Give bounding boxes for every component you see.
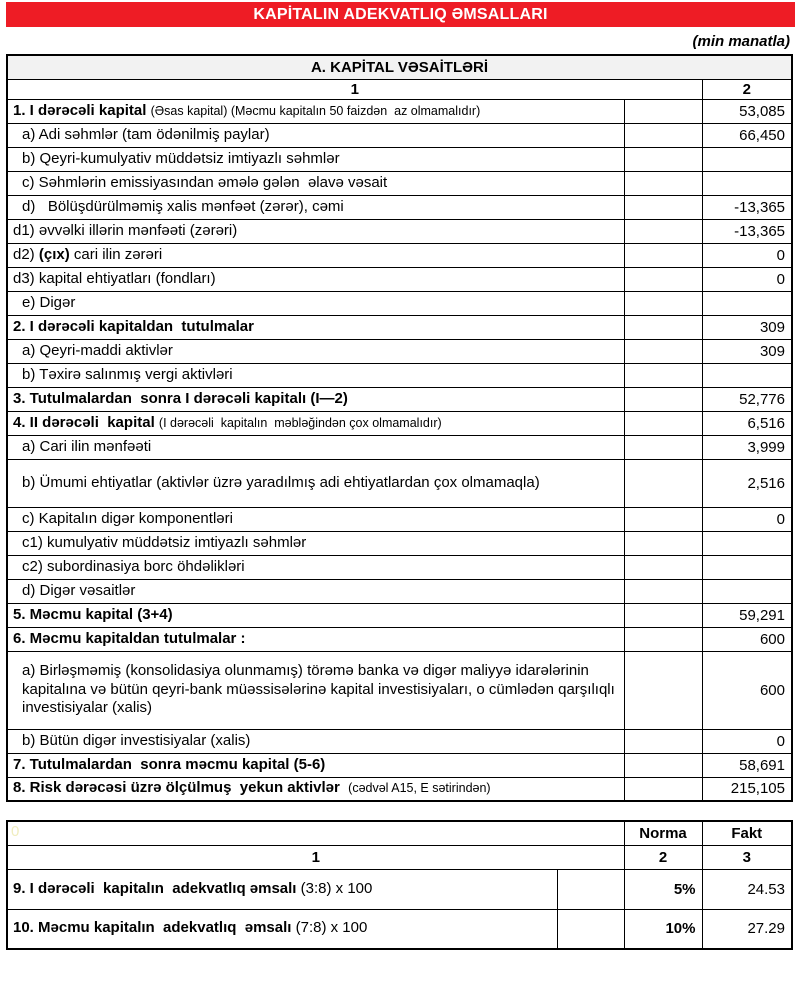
- row-empty-cell: [624, 579, 702, 603]
- corner-cell: [7, 821, 624, 845]
- row-value-cell: 309: [702, 339, 792, 363]
- row-label-cell: [7, 753, 624, 777]
- row-label-text: a) Adi səhmlər (tam ödənilmiş paylar): [22, 125, 270, 143]
- fakt-value-cell: 24.53: [702, 869, 792, 909]
- row-label-text: c2) subordinasiya borc öhdəlikləri: [22, 557, 245, 575]
- row-empty-cell: [624, 339, 702, 363]
- ratio-label-cell: [7, 909, 557, 949]
- row-label-cell: [7, 555, 624, 579]
- row-empty-cell: [624, 507, 702, 531]
- row-value-cell: 600: [702, 627, 792, 651]
- row-label-cell: [7, 603, 624, 627]
- row-value-cell: [702, 555, 792, 579]
- row-value-cell: [702, 363, 792, 387]
- row-label-cell: [7, 387, 624, 411]
- row-label-strong: 7. Tutulmalardan sonra məcmu kapital (5-6): [13, 755, 326, 773]
- row-empty-cell: [624, 363, 702, 387]
- row-label-cell: [7, 147, 624, 171]
- section-header-row: [7, 55, 792, 79]
- row-label-strong: 9. I dərəcəli kapitalın adekvatlıq əmsalı: [13, 879, 301, 897]
- row-label-strong: 4. II dərəcəli kapital: [13, 413, 159, 431]
- row-empty-cell: [624, 603, 702, 627]
- row-label-text: cari ilin zərəri: [69, 245, 163, 263]
- row-label-cell: [7, 777, 624, 801]
- row-label-strong: 6. Məcmu kapitaldan tutulmalar :: [13, 629, 246, 647]
- table-row: [7, 147, 792, 171]
- row-label-text: (I dərəcəli kapitalın məbləğindən çox olmamalıdır): [158, 415, 442, 430]
- row-empty-cell: [624, 435, 702, 459]
- row-label-cell: [7, 243, 624, 267]
- row-label-cell: [7, 315, 624, 339]
- row-value-cell: 0: [702, 267, 792, 291]
- table-row: [7, 123, 792, 147]
- row-empty-cell: [624, 123, 702, 147]
- row-label-text: b) Qeyri-kumulyativ müddətsiz imtiyazlı səhmlər: [22, 149, 340, 167]
- row-label-text: b) Bütün digər investisiyalar (xalis): [22, 731, 251, 749]
- row-empty-cell: [624, 267, 702, 291]
- table-row: [7, 909, 792, 949]
- row-label-cell: [7, 435, 624, 459]
- row-label-text: d2): [13, 245, 39, 263]
- table-row: [7, 555, 792, 579]
- table-row: [7, 435, 792, 459]
- col-header-norma: Norma: [624, 821, 702, 845]
- row-empty-cell: [624, 729, 702, 753]
- row-label-text: c) Səhmlərin emissiyasından əmələ gələn əlavə vəsait: [22, 173, 388, 191]
- capital-table-body: [7, 99, 792, 801]
- report-title-banner: [6, 2, 795, 27]
- table-row: [7, 651, 792, 729]
- row-empty-cell: [624, 291, 702, 315]
- row-label-text: a) Birləşməmiş (konsolidasiya olunmamış) törəmə banka və digər maliyyə idarələrinin kapitalına və bütün qeyri-bank müəssisələrinə kapital investisiyaları, o cümlədən qarşılıqlı investisiyalar (xalis): [22, 661, 619, 717]
- row-label-cell: [7, 195, 624, 219]
- row-label-cell: [7, 291, 624, 315]
- table-row: [7, 729, 792, 753]
- row-value-cell: 309: [702, 315, 792, 339]
- row-label-cell: [7, 267, 624, 291]
- row-label-text: (3:8) x 100: [300, 879, 373, 897]
- row-value-cell: [702, 147, 792, 171]
- capital-table: [6, 54, 793, 802]
- row-label-text: c1) kumulyativ müddətsiz imtiyazlı səhmlər: [22, 533, 307, 551]
- row-empty-cell: [624, 387, 702, 411]
- row-value-cell: 0: [702, 507, 792, 531]
- table-row: [7, 243, 792, 267]
- row-label-cell: [7, 123, 624, 147]
- row-empty-cell: [624, 555, 702, 579]
- row-label-strong: 5. Məcmu kapital (3+4): [13, 605, 173, 623]
- row-label-text: d) Bölüşdürülməmiş xalis mənfəət (zərər), cəmi: [22, 197, 344, 215]
- ratio-col-number-1: 1: [7, 845, 624, 869]
- row-label-strong: 1. I dərəcəli kapital: [13, 101, 151, 119]
- row-label-cell: [7, 459, 624, 507]
- table-row: [7, 627, 792, 651]
- row-label-cell: [7, 579, 624, 603]
- row-value-cell: [702, 579, 792, 603]
- row-label-strong: 2. I dərəcəli kapitaldan tutulmalar: [13, 317, 254, 335]
- ratio-header-row: [7, 821, 792, 845]
- table-row: [7, 195, 792, 219]
- table-row: [7, 777, 792, 801]
- table-row: [7, 339, 792, 363]
- row-label-cell: [7, 729, 624, 753]
- row-label-cell: [7, 531, 624, 555]
- row-label-strong: 10. Məcmu kapitalın adekvatlıq əmsalı: [13, 919, 296, 937]
- row-label-text: d) Digər vəsaitlər: [22, 581, 136, 599]
- row-empty-cell: [624, 99, 702, 123]
- ratio-col-number-2: 2: [624, 845, 702, 869]
- row-value-cell: -13,365: [702, 219, 792, 243]
- ratio-col-number-3: 3: [702, 845, 792, 869]
- row-empty-cell: [624, 147, 702, 171]
- row-empty-cell: [624, 195, 702, 219]
- row-label-text: d3) kapital ehtiyatları (fondları): [13, 269, 216, 287]
- ratio-column-number-row: [7, 845, 792, 869]
- row-value-cell: 600: [702, 651, 792, 729]
- report-title: KAPİTALIN ADEKVATLIQ ƏMSALLARI: [253, 5, 548, 23]
- ratio-label-cell: [7, 869, 557, 909]
- ratio-empty-cell: [557, 869, 624, 909]
- fakt-value-cell: 27.29: [702, 909, 792, 949]
- table-row: [7, 869, 792, 909]
- table-row: [7, 315, 792, 339]
- row-label-cell: [7, 171, 624, 195]
- row-empty-cell: [624, 171, 702, 195]
- row-empty-cell: [624, 531, 702, 555]
- row-value-cell: 3,999: [702, 435, 792, 459]
- row-label-cell: [7, 363, 624, 387]
- row-empty-cell: [624, 315, 702, 339]
- row-label-strong: 8. Risk dərəcəsi üzrə ölçülmuş yekun aktivlər: [13, 779, 349, 797]
- row-value-cell: 0: [702, 729, 792, 753]
- table-row: [7, 387, 792, 411]
- table-row: [7, 603, 792, 627]
- row-label-cell: [7, 219, 624, 243]
- row-value-cell: 2,516: [702, 459, 792, 507]
- norma-value-cell: 10%: [624, 909, 702, 949]
- row-label-cell: [7, 507, 624, 531]
- row-value-cell: 66,450: [702, 123, 792, 147]
- ratio-table: [6, 820, 793, 950]
- row-value-cell: 58,691: [702, 753, 792, 777]
- faint-zero-mark: 0: [11, 823, 20, 840]
- col-number-label: 1: [7, 79, 702, 99]
- row-empty-cell: [624, 753, 702, 777]
- row-value-cell: [702, 531, 792, 555]
- row-value-cell: 52,776: [702, 387, 792, 411]
- row-value-cell: 59,291: [702, 603, 792, 627]
- row-label-strong: 3. Tutulmalardan sonra I dərəcəli kapitalı (I—2): [13, 389, 348, 407]
- row-label-text: c) Kapitalın digər komponentləri: [22, 509, 233, 527]
- row-value-cell: 215,105: [702, 777, 792, 801]
- row-label-cell: [7, 627, 624, 651]
- table-row: [7, 99, 792, 123]
- row-empty-cell: [624, 777, 702, 801]
- row-value-cell: -13,365: [702, 195, 792, 219]
- table-row: [7, 459, 792, 507]
- table-row: [7, 171, 792, 195]
- row-value-cell: [702, 171, 792, 195]
- row-label-cell: [7, 339, 624, 363]
- table-row: [7, 531, 792, 555]
- row-value-cell: 0: [702, 243, 792, 267]
- table-row: [7, 507, 792, 531]
- row-label-text: (Əsas kapital) (Məcmu kapitalın 50 faizdən az olmamalıdır): [150, 103, 481, 118]
- row-label-text: e) Digər: [22, 293, 76, 311]
- row-label-text: a) Qeyri-maddi aktivlər: [22, 341, 173, 359]
- ratio-empty-cell: [557, 909, 624, 949]
- row-value-cell: 6,516: [702, 411, 792, 435]
- row-label-cell: [7, 99, 624, 123]
- ratio-table-body: [7, 869, 792, 949]
- table-row: [7, 411, 792, 435]
- row-label-text: (7:8) x 100: [295, 919, 368, 937]
- row-label-text: d1) əvvəlki illərin mənfəəti (zərəri): [13, 221, 238, 239]
- column-number-row: [7, 79, 792, 99]
- table-row: [7, 291, 792, 315]
- row-empty-cell: [624, 627, 702, 651]
- row-label-text: b) Təxirə salınmış vergi aktivləri: [22, 365, 233, 383]
- table-row: [7, 363, 792, 387]
- col-number-value: 2: [702, 79, 792, 99]
- col-header-fakt: Fakt: [702, 821, 792, 845]
- row-empty-cell: [624, 219, 702, 243]
- table-row: [7, 267, 792, 291]
- unit-note: (min manatla): [692, 33, 790, 50]
- table-row: [7, 753, 792, 777]
- capital-table-title: A. KAPİTAL VƏSAİTLƏRİ: [7, 55, 792, 79]
- row-value-cell: [702, 291, 792, 315]
- row-empty-cell: [624, 459, 702, 507]
- report-page: [0, 2, 800, 994]
- row-value-cell: 53,085: [702, 99, 792, 123]
- row-label-text: (cədvəl A15, E sətirindən): [348, 781, 491, 796]
- row-empty-cell: [624, 411, 702, 435]
- table-row: [7, 579, 792, 603]
- table-row: [7, 219, 792, 243]
- row-label-cell: [7, 651, 624, 729]
- norma-value-cell: 5%: [624, 869, 702, 909]
- row-empty-cell: [624, 243, 702, 267]
- row-label-text: a) Cari ilin mənfəəti: [22, 437, 152, 455]
- row-label-text: b) Ümumi ehtiyatlar (aktivlər üzrə yaradılmış adi ehtiyatlardan çox olmamaqla): [22, 473, 540, 491]
- row-label-cell: [7, 411, 624, 435]
- row-label-strong: (çıx): [38, 245, 70, 263]
- row-empty-cell: [624, 651, 702, 729]
